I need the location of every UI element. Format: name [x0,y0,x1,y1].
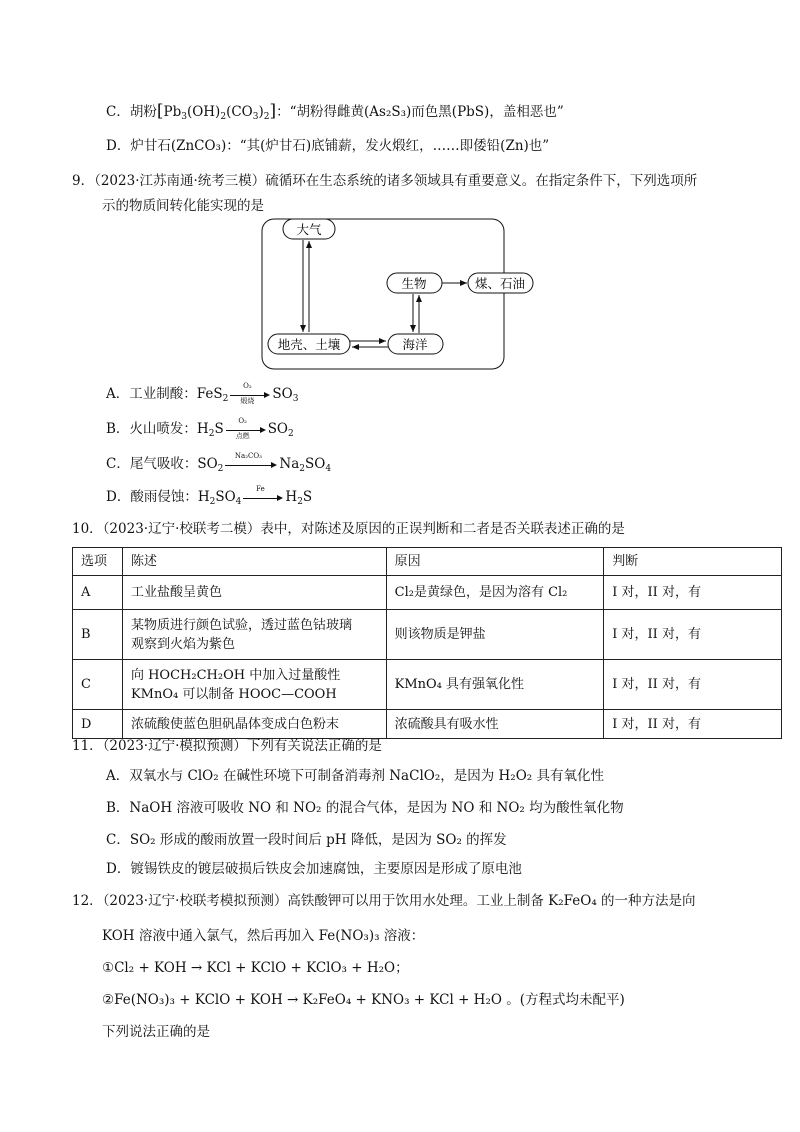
option-label: A．工业制酸： [106,386,197,402]
q10-stem [72,519,625,539]
q12-stem-line1 [72,891,696,911]
table-cell: C [73,660,123,710]
formula-sub: 3 [252,112,259,122]
node-coal-oil: 煤、石油 [474,276,526,291]
reactant: H [196,421,209,437]
q12-stem-text: （2023·辽宁·校联考模拟预测）高铁酸钾可以用于饮用水处理。工业上制备 K₂FeO₄ 的一种方法是向 [102,893,696,909]
q8-option-d-text: ：“其(炉甘石)底铺薪，发火煅红，……即倭铅(Zn)也” [226,138,550,154]
node-atmosphere: 大气 [296,222,322,237]
product: H [285,489,298,505]
table-cell: 某物质进行颜色试验，透过蓝色钴玻璃 观察到火焰为紫色 [122,610,386,660]
formula-sub: 2 [299,464,306,474]
option-label: C．尾气吸收： [106,456,198,472]
formula-part: ) [258,104,264,120]
arrow-condition-top: Fe [256,485,265,493]
reaction-arrow [243,485,283,503]
reactant: SO [215,489,236,505]
q12-number: 12． [72,893,103,909]
table-cell: I 对，II 对，有 [604,576,782,610]
q11-stem [72,736,382,756]
formula-sub: 2 [222,394,229,404]
formula-sub: 2 [297,497,303,507]
q9-option-b [106,419,294,444]
bracket-open: [ [156,101,164,121]
table-cell: 向 HOCH₂CH₂OH 中加入过量酸性 KMnO₄ 可以制备 HOOC—COOH [122,660,386,710]
arrow-condition-top: O₂ [243,382,252,390]
q11-option-b: B．NaOH 溶液可吸收 NO 和 NO₂ 的混合气体，是因为 NO 和 NO₂ 均为酸性氧化物 [106,800,624,816]
formula-sub: 2 [217,464,224,474]
table-header-row [73,548,782,576]
table-row [73,660,782,710]
option-label: B．火山喷发： [106,421,197,437]
table-cell: I 对，II 对，有 [604,660,782,710]
header-cell: 选项 [73,548,123,576]
reaction-arrow [225,452,277,470]
formula-sub: 2 [263,112,270,122]
reactant: S [214,421,224,437]
formula-sub: 3 [181,112,187,122]
reaction-arrow [226,417,266,440]
q11-number: 11． [72,738,103,754]
table-cell: I 对，II 对，有 [604,610,782,660]
product: SO [305,456,326,472]
node-ocean: 海洋 [402,337,428,352]
formula-sub: 4 [325,464,332,474]
formula-sub: 3 [292,394,299,404]
table-row [73,576,782,610]
table-cell: KMnO₄ 具有强氧化性 [386,660,604,710]
bracket-close: ] [269,101,277,121]
q11-option-c: C．SO₂ 形成的酸雨放置一段时间后 pH 降低，是因为 SO₂ 的挥发 [106,832,507,848]
q12-equation-1: ①Cl₂ + KOH → KCl + KClO + KClO₃ + H₂O； [102,960,409,976]
arrow-condition-bottom: 煅烧 [240,397,255,405]
formula-sub: 2 [288,429,294,439]
reactant: FeS [196,386,223,402]
q12-equation-2: ②Fe(NO₃)₃ + KClO + KOH → K₂FeO₄ + KNO₃ + KCl + H₂O 。(方程式均未配平) [102,992,625,1008]
arrow-condition-bottom: 点燃 [235,432,250,440]
formula-part: (CO [226,104,253,120]
header-cell: 原因 [386,548,604,576]
q8-option-d-label: D．炉甘石(ZnCO₃) [106,138,227,154]
q10-table [72,547,782,739]
header-cell: 陈述 [122,548,386,576]
node-biology: 生物 [401,276,427,291]
arrow-condition-top: Na₂CO₃ [234,452,262,460]
formula-sub: 2 [220,112,227,122]
reactant: SO [197,456,218,472]
formula-part: (OH) [186,104,221,120]
q9-option-d [106,487,312,512]
table-cell: Cl₂是黄绿色，是因为溶有 Cl₂ [386,576,604,610]
table-cell: A [73,576,123,610]
formula-sub: 4 [235,497,242,507]
table-cell: B [73,610,123,660]
q8-option-c-text: ：“胡粉得雌黄(As₂S₃)而色黑(PbS)，盖相恶也” [276,104,564,120]
product: SO [272,386,293,402]
q11-stem-text: （2023·辽宁·模拟预测）下列有关说法正确的是 [102,738,382,754]
option-label: D．酸雨侵蚀： [106,489,198,505]
table-row [73,710,782,739]
q9-stem-text: （2023·江苏南通·统考三模）硫循环在生态系统的诸多领域具有重要意义。在指定条件下，下列选项所 [94,173,698,189]
q9-stem-line2: 示的物质间转化能实现的是 [102,198,264,214]
formula-sub: 2 [208,429,215,439]
product: SO [267,421,289,437]
formula-part: Pb [163,104,182,120]
q12-closing: 下列说法正确的是 [102,1024,210,1040]
product: S [302,489,313,505]
table-cell: I 对，II 对，有 [604,710,782,739]
q9-option-c [106,454,331,479]
sulfur-cycle-diagram [0,0,800,380]
table-cell: 工业盐酸呈黄色 [122,576,386,610]
table-cell: D [73,710,123,739]
reactant: H [197,489,210,505]
node-crust-soil: 地壳、土壤 [277,337,341,352]
q9-option-a [106,384,298,409]
arrow-condition-top: O₂ [238,417,247,425]
header-cell: 判断 [604,548,782,576]
q12-stem-line2: KOH 溶液中通入氯气，然后再加入 Fe(NO₃)₃ 溶液： [102,928,425,944]
table-cell: 则该物质是钾盐 [386,610,604,660]
q10-number: 10． [72,521,103,537]
q8-option-c-label: C．胡粉 [106,104,157,120]
q11-option-d: D．镀锡铁皮的镀层破损后铁皮会加速腐蚀，主要原因是形成了原电池 [106,861,522,877]
reaction-arrow [230,382,270,405]
q9-number: 9． [72,173,95,189]
formula-sub: 2 [209,497,216,507]
table-cell: 浓硫酸具有吸水性 [386,710,604,739]
q10-stem-text: （2023·辽宁·校联考二模）表中，对陈述及原因的正误判断和二者是否关联表述正确的是 [102,521,625,537]
product: Na [279,456,300,472]
table-cell: 浓硫酸使蓝色胆矾晶体变成白色粉末 [122,710,386,739]
q11-option-a: A．双氧水与 ClO₂ 在碱性环境下可制备消毒剂 NaClO₂，是因为 H₂O₂ 具有氧化性 [106,768,604,784]
table-row [73,610,782,660]
